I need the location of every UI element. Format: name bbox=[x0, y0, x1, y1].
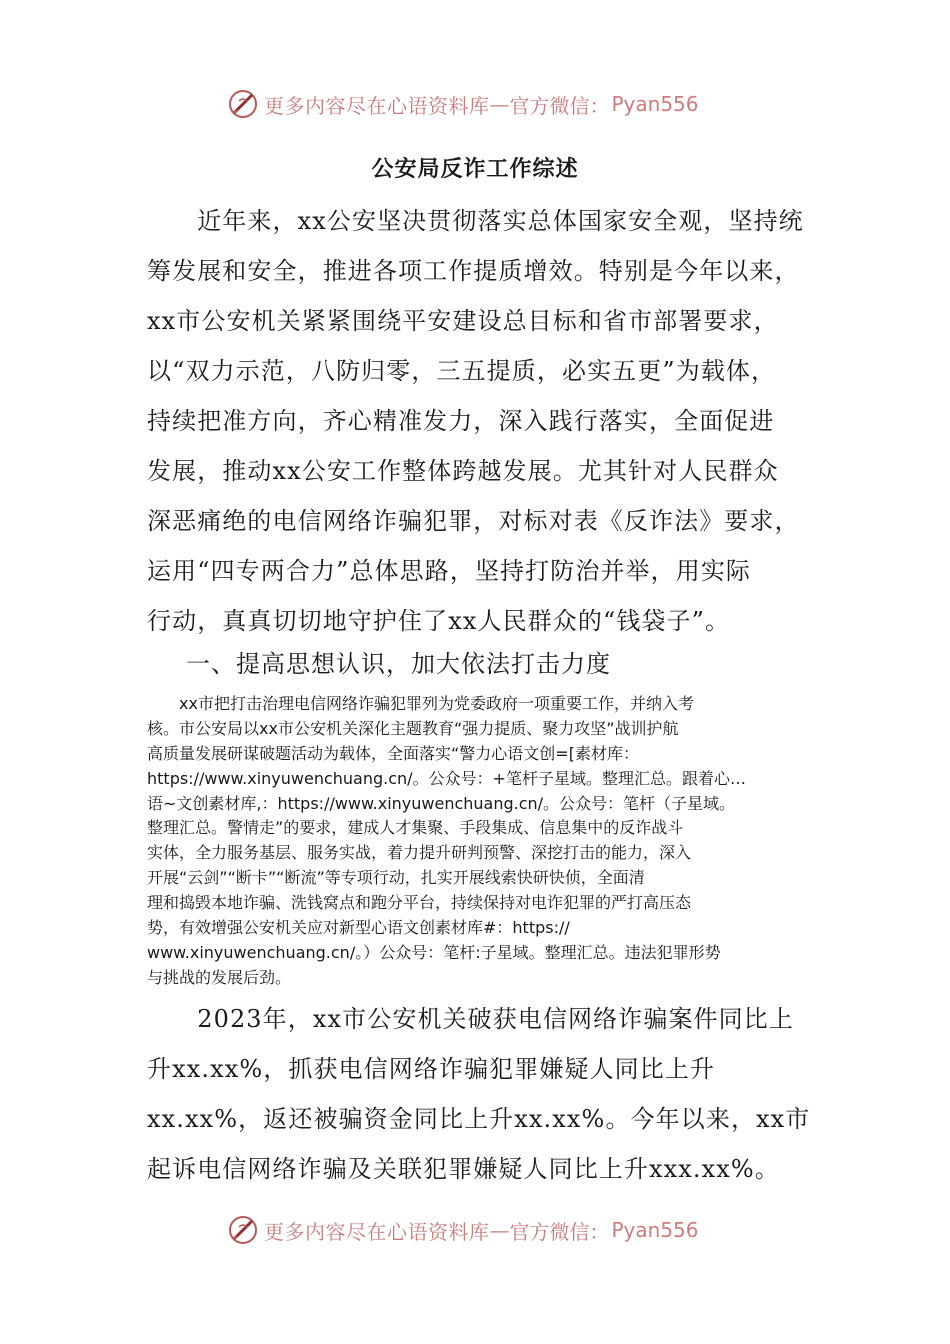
text-line: 2023年，xx市公安机关破获电信网络诈骗案件同比上 bbox=[147, 1005, 794, 1033]
text-line: xx市公安机关紧紧围绕平安建设总目标和省市部署要求， bbox=[147, 307, 779, 335]
text-line: https://www.xinyuwenchuang.cn/。公众号：+笔杆子星域。整理汇总。跟着心… bbox=[147, 768, 746, 788]
text-line: 开展“云剑”“断卡”“断流”等专项行动，扎实开展线索快研快侦，全面清 bbox=[147, 868, 645, 888]
text-line: 与挑战的发展后劲。 bbox=[147, 967, 292, 987]
pen-logo-icon bbox=[226, 1213, 260, 1247]
text-line: 发展，推动xx公安工作整体跨越发展。尤其针对人民群众 bbox=[147, 457, 779, 485]
text-line: 升xx.xx%，抓获电信网络诈骗犯罪嫌疑人同比上升 bbox=[147, 1055, 716, 1083]
text-line: 行动，真真切切地守护住了xx人民群众的“钱袋子”。 bbox=[147, 607, 731, 635]
text-line: 持续把准方向，齐心精准发力，深入践行落实，全面促进 bbox=[147, 407, 775, 435]
watermark-separator: — bbox=[489, 1218, 510, 1242]
text-line: 高质量发展研谋破题活动为载体，全面落实“警力心语文创=[素材库： bbox=[147, 743, 639, 763]
watermark-separator: — bbox=[489, 92, 510, 116]
watermark-label: 官方微信： bbox=[509, 1219, 610, 1244]
text-line: 理和捣毁本地诈骗、洗钱窝点和跑分平台，持续保持对电诈犯罪的严打高压态 bbox=[147, 893, 692, 913]
text-line: 近年来，xx公安坚决贯彻落实总体国家安全观，坚持统 bbox=[147, 207, 804, 235]
watermark-label: 官方微信： bbox=[509, 93, 610, 118]
statistics-paragraph bbox=[147, 994, 811, 1194]
document-title: 公安局反诈工作综述 bbox=[371, 157, 579, 182]
text-line: xx.xx%，返还被骗资金同比上升xx.xx%。今年以来，xx市 bbox=[147, 1105, 811, 1133]
text-line: 运用“四专两合力”总体思路，坚持打防治并举，用实际 bbox=[147, 557, 752, 585]
text-line: 筹发展和安全，推进各项工作提质增效。特别是今年以来， bbox=[147, 257, 800, 285]
text-line: 势，有效增强公安机关应对新型心语文创素材库#：https:// bbox=[147, 918, 570, 938]
header-watermark bbox=[226, 84, 699, 124]
text-line: 以“双力示范，八防归零，三五提质，必实五更”为载体， bbox=[147, 357, 777, 385]
watermark-wechat-id: Pyan556 bbox=[611, 1218, 699, 1242]
text-line: 深恶痛绝的电信网络诈骗犯罪，对标对表《反诈法》要求， bbox=[147, 507, 800, 535]
intro-paragraph bbox=[147, 196, 807, 646]
text-line: 整理汇总。警情走”的要求，建成人才集聚、手段集成、信息集中的反诈战斗 bbox=[147, 818, 684, 838]
section-paragraph bbox=[147, 692, 807, 991]
footer-watermark bbox=[226, 1210, 699, 1250]
watermark-text: 更多内容尽在心语资料库 bbox=[264, 93, 490, 118]
text-line: 语~文创素材库,：https://www.xinyuwenchuang.cn/。公众号：笔杆（子星域。 bbox=[147, 793, 736, 813]
watermark-wechat-id: Pyan556 bbox=[611, 92, 699, 116]
watermark-text: 更多内容尽在心语资料库 bbox=[264, 1219, 490, 1244]
section-heading: 一、提高思想认识，加大依法打击力度 bbox=[186, 650, 611, 678]
text-line: 起诉电信网络诈骗及关联犯罪嫌疑人同比上升xxx.xx%。 bbox=[147, 1155, 780, 1183]
text-line: xx市把打击治理电信网络诈骗犯罪列为党委政府一项重要工作，并纳入考 bbox=[147, 694, 694, 713]
text-line: 实体，全力服务基层、服务实战，着力提升研判预警、深挖打击的能力，深入 bbox=[147, 843, 692, 863]
text-line: 核。市公安局以xx市公安机关深化主题教育“强力提质、聚力攻坚”战训护航 bbox=[147, 718, 679, 738]
text-line: www.xinyuwenchuang.cn/。）公众号：笔杆:子星域。整理汇总。违法犯罪形势 bbox=[147, 942, 721, 962]
pen-logo-icon bbox=[226, 87, 260, 121]
